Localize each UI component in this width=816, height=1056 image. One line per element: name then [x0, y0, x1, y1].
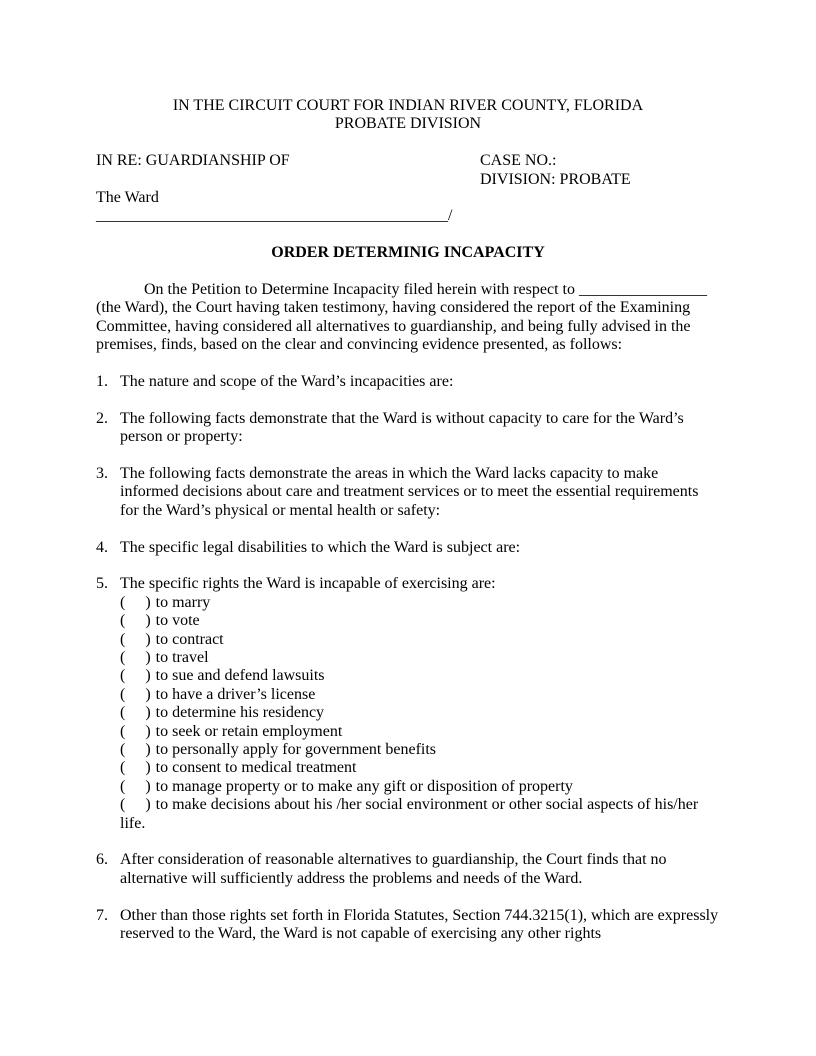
numbered-item-5 [96, 575, 720, 833]
checkbox-parens: ( ) [120, 649, 151, 666]
right-option-row [120, 594, 720, 612]
item-text: The following facts demonstrate the areas in which the Ward lacks capacity to make informed decisions about care and treatment services or to meet the essential requirements for the Ward’s physical or mental health or safety: [120, 464, 699, 519]
item-text: The specific rights the Ward is incapable of exercising are: [120, 575, 496, 593]
intro-paragraph: On the Petition to Determine Incapacity filed herein with respect to ________________ (the Ward), the Court having taken testimony, having considered the report of the Examining Committee, having considered all alternatives to guardianship, and being fully advised in the premises, finds, based on the clear and convincing evidence presented, as follows: [96, 280, 707, 354]
item-number: 5. [96, 575, 108, 593]
checkbox-parens: ( ) [120, 685, 151, 703]
right-option-row [120, 667, 720, 685]
in-re-guardianship-label: IN RE: GUARDIANSHIP OF [96, 152, 290, 170]
right-option-row [120, 686, 720, 704]
spacer [96, 263, 720, 281]
numbered-item-3 [96, 465, 720, 520]
right-option-label: to make decisions about his /her social environment or other social aspects of his/her life. [120, 796, 699, 832]
division-probate-label: DIVISION: PROBATE [480, 170, 631, 188]
right-option-row [120, 759, 720, 777]
rights-checklist [120, 594, 720, 833]
item-text: Other than those rights set forth in Florida Statutes, Section 744.3215(1), which are expressly reserved to the Ward, the Ward is not capable of exercising any other rights [120, 906, 719, 943]
item-text-and-checklist [120, 575, 720, 833]
caption-row-3 [96, 189, 720, 207]
right-option-row [120, 649, 720, 667]
numbered-item-4 [96, 539, 720, 557]
right-option-label: to consent to medical treatment [155, 759, 357, 777]
right-option-label: to sue and defend lawsuits [155, 667, 325, 685]
checkbox-parens: ( ) [120, 704, 151, 722]
checkbox-parens: ( ) [120, 777, 151, 795]
checkbox-parens: ( ) [120, 630, 151, 648]
order-title: ORDER DETERMINIG INCAPACITY [271, 244, 545, 262]
item-number: 6. [96, 851, 108, 869]
item-number: 3. [96, 464, 108, 482]
right-option-row [120, 741, 720, 759]
case-no-label: CASE NO.: [480, 152, 557, 170]
right-option-label: to determine his residency [155, 704, 325, 722]
right-option-row [120, 796, 720, 833]
caption-row-1 [96, 152, 720, 170]
court-header-line: IN THE CIRCUIT COURT FOR INDIAN RIVER COUNTY, FLORIDA [172, 97, 644, 114]
numbered-item-2 [96, 410, 720, 447]
numbered-item-1 [96, 373, 720, 391]
ward-label: The Ward [96, 188, 159, 206]
ward-name-blank-line: ____________________________________________/ [96, 207, 453, 225]
right-option-label: to marry [155, 593, 211, 611]
item-text: The nature and scope of the Ward’s incapacities are: [120, 372, 454, 390]
item-text: After consideration of reasonable alternatives to guardianship, the Court finds that no alternative will sufficiently address the problems and needs of the Ward. [120, 851, 667, 887]
right-option-row [120, 704, 720, 722]
checkbox-parens: ( ) [120, 593, 151, 611]
right-option-label: to vote [155, 612, 200, 630]
caption-row-2 [96, 171, 720, 189]
right-option-label: to personally apply for government benefits [155, 741, 437, 759]
numbered-item-7 [96, 907, 720, 944]
probate-division-line: PROBATE DIVISION [334, 115, 482, 133]
item-number: 2. [96, 409, 108, 427]
item-number: 7. [96, 906, 108, 924]
right-option-label: to travel [155, 649, 209, 666]
right-option-row [120, 778, 720, 796]
right-option-label: to manage property or to make any gift or disposition of property [155, 777, 573, 795]
numbered-item-6 [96, 851, 720, 888]
right-option-row [120, 612, 720, 630]
item-number: 4. [96, 538, 108, 556]
checkbox-parens: ( ) [120, 759, 151, 777]
checkbox-parens: ( ) [120, 741, 151, 759]
right-option-row [120, 631, 720, 649]
checkbox-parens: ( ) [120, 612, 151, 630]
right-option-label: to contract [155, 630, 224, 648]
spacer [96, 134, 720, 152]
item-text: The following facts demonstrate that the Ward is without capacity to care for the Ward’s person or property: [120, 409, 684, 446]
checkbox-parens: ( ) [120, 796, 151, 814]
item-text: The specific legal disabilities to which the Ward is subject are: [120, 538, 521, 556]
item-number: 1. [96, 372, 108, 390]
right-option-label: to seek or retain employment [155, 722, 343, 740]
right-option-row [120, 723, 720, 741]
checkbox-parens: ( ) [120, 722, 151, 740]
spacer [96, 226, 720, 244]
right-option-label: to have a driver’s license [155, 685, 316, 703]
checkbox-parens: ( ) [120, 667, 151, 685]
